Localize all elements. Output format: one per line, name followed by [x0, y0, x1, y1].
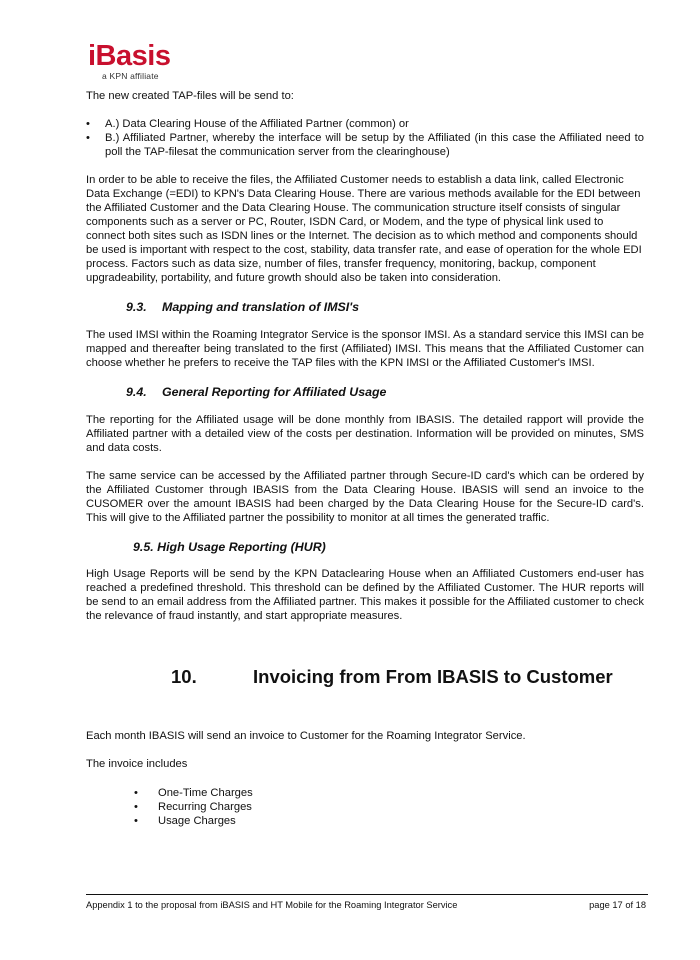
bullet-icon: • [86, 132, 90, 144]
section-9-3-heading: 9.3. Mapping and translation of IMSI's [126, 300, 360, 314]
bullet-icon: • [134, 801, 138, 813]
section-9-5-heading: 9.5. High Usage Reporting (HUR) [133, 540, 326, 554]
list-item: • A.) Data Clearing House of the Affiliated Partner (common) or [86, 118, 409, 130]
list-item: • Recurring Charges [134, 801, 252, 813]
list-item: • B.) Affiliated Partner, whereby the interface will be setup by the Affiliated (in this case the Affiliated need to poll the TAP-filesat the communication server from the clearinghouse) [86, 132, 644, 158]
send-options-list [86, 117, 644, 159]
section-10-body-1: Each month IBASIS will send an invoice to Customer for the Roaming Integrator Service. [86, 730, 526, 742]
page-footer [86, 894, 648, 910]
bullet-icon: • [134, 787, 138, 799]
section-9-4-body-1: The reporting for the Affiliated usage will be done monthly from IBASIS. The detailed rapport will provide the Affiliated partner with a detailed view of the costs per destination. Information will be provided on minutes, SMS and data costs. [86, 414, 644, 454]
section-9-4-heading: 9.4. General Reporting for Affiliated Usage [126, 385, 387, 399]
list-item: • Usage Charges [134, 815, 236, 827]
bullet-icon: • [86, 118, 90, 130]
edi-paragraph: In order to be able to receive the files, the Affiliated Customer needs to establish a data link, called Electronic Data Exchange (=EDI) to KPN's Data Clearing House. There are various methods available for the EDI between the Affiliated Customer and the Data Clearing House. The communication structure itself consists of singular components such as a server or PC, Router, ISDN Card, or Modem, and the type of physical link used to connect both sites such as ISDN lines or the Internet. The decision as to which method and components should be used is important with respect to the cost, stability, data transfer rate, and ease of operation for the whole EDI process. Factors such as data size, number of files, transfer frequency, monitoring, backup, component upgradeability, portability, and future growth should also be taken into consideration. [86, 174, 642, 284]
section-10-body-2: The invoice includes [86, 758, 188, 770]
footer-page-number: page 17 of 18 [589, 900, 646, 910]
logo-wordmark: iBasis [88, 40, 171, 72]
section-9-5-body: High Usage Reports will be send by the KPN Dataclearing House when an Affiliated Customers end-user has reached a predefined threshold. This threshold can be defined by the Affiliated Customer. The HUR reports will be send to an email address from the Affiliated partner. This makes it possible for the Affiliated customer to check the relevance of fraud instantly, and start appropriate measures. [86, 568, 644, 622]
list-item: • One-Time Charges [134, 787, 253, 799]
charges-list [134, 786, 644, 828]
ibasis-logo [88, 40, 178, 84]
section-9-3-body: The used IMSI within the Roaming Integrator Service is the sponsor IMSI. As a standard service this IMSI can be mapped and thereafter being translated to the first (Affiliated) IMSI. This means that the Affiliated Customer can choose whether he prefers to receive the TAP files with the KPN IMSI or the Affiliated Customer's IMSI. [86, 329, 644, 369]
section-9-4-body-2: The same service can be accessed by the Affiliated partner through Secure-ID card's which can be ordered by the Affiliated Customer through IBASIS from the Data Clearing House. IBASIS will send an invoice to the CUSOMER over the amount IBASIS had been charged by the Data Clearing House for the Secure-ID card's. This will give to the Affiliated partner the possibility to monitor at all times the generated traffic. [86, 470, 644, 524]
bullet-icon: • [134, 815, 138, 827]
logo-tagline: a KPN affiliate [102, 71, 159, 81]
intro-text: The new created TAP-files will be send to: [86, 90, 294, 102]
section-10-heading: 10. Invoicing from From IBASIS to Customer [171, 666, 613, 687]
document-body [86, 89, 644, 828]
footer-document-title: Appendix 1 to the proposal from iBASIS and HT Mobile for the Roaming Integrator Service [86, 900, 458, 910]
